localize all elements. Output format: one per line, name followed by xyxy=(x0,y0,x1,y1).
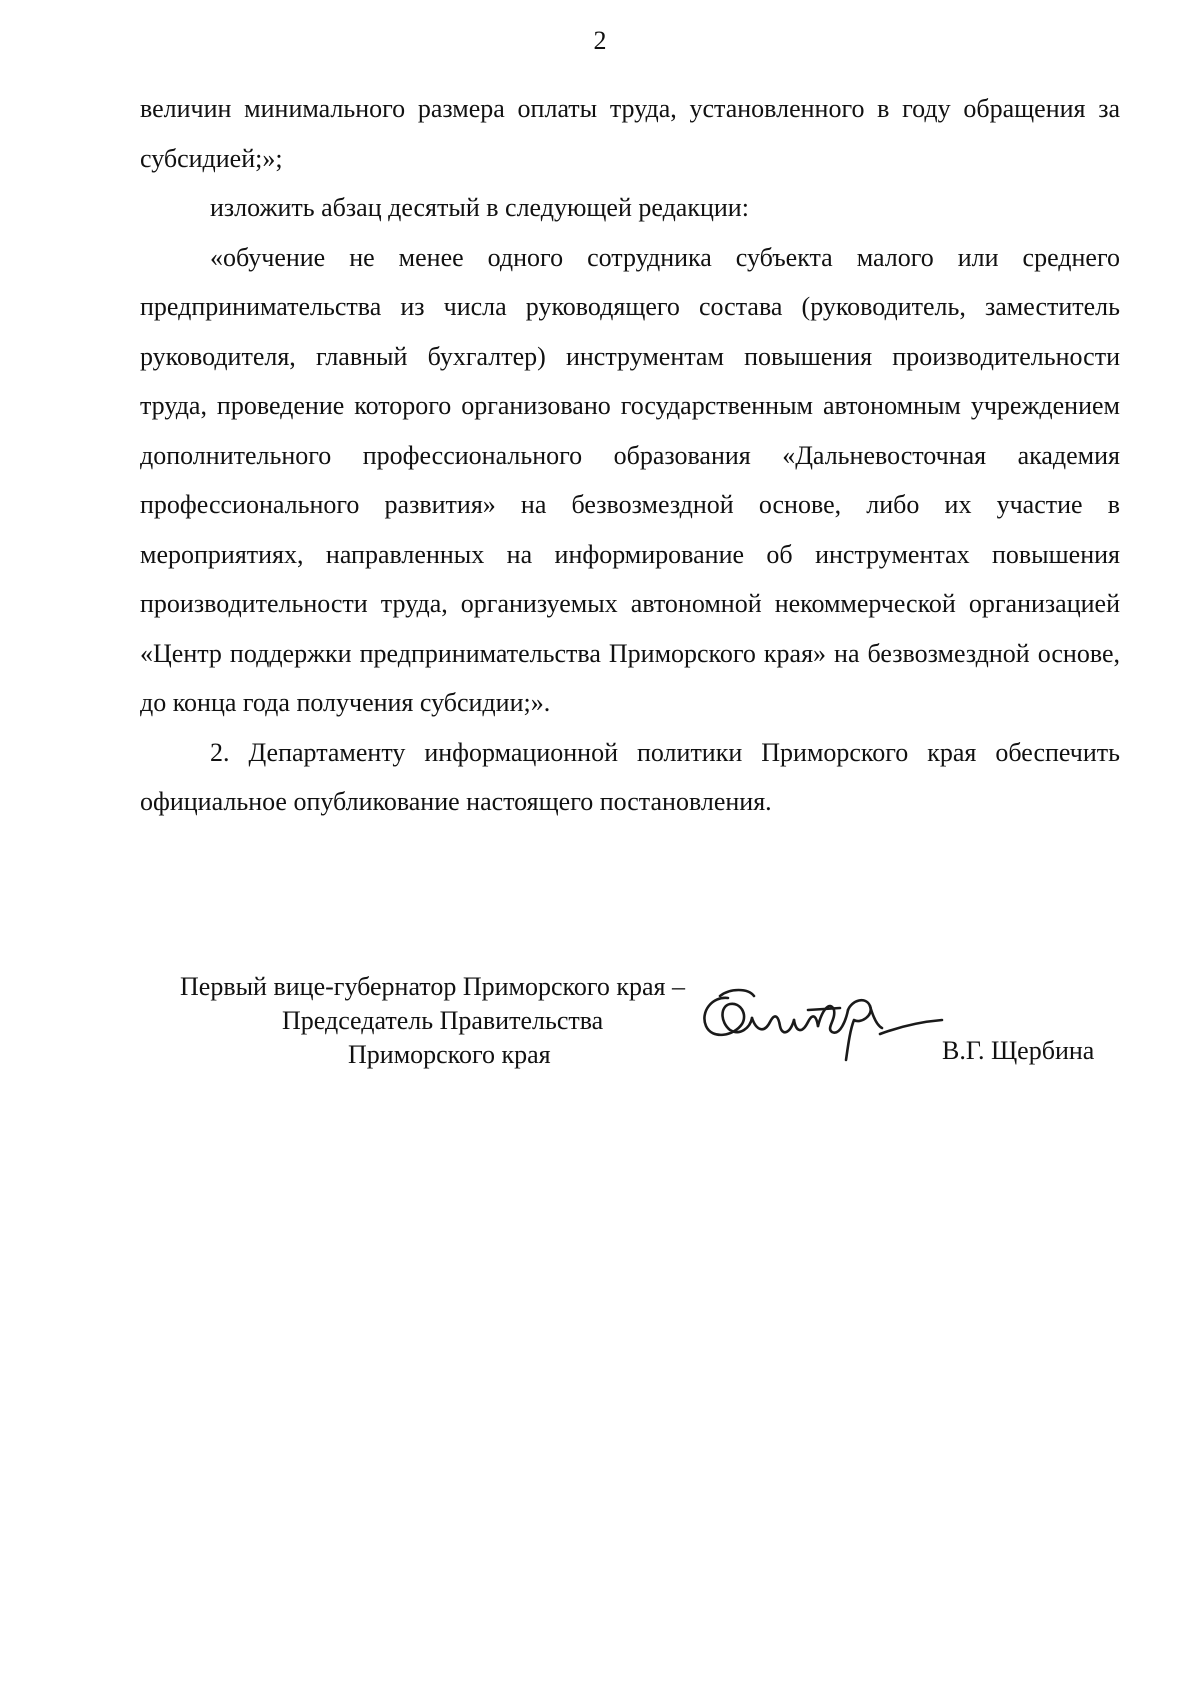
signer-title xyxy=(180,970,740,1072)
paragraph-instruction: изложить абзац десятый в следующей редакции: xyxy=(210,193,749,222)
signer-title-line: Председатель Правительства xyxy=(282,1006,604,1035)
paragraph-continuation: величин минимального размера оплаты труда, установленного в году обращения за субсидией;»; xyxy=(140,94,1120,173)
paragraph-item-2: 2. Департаменту информационной политики Приморского края обеспечить официальное опубликование настоящего постановления. xyxy=(140,737,1120,816)
page-number: 2 xyxy=(593,26,607,55)
signature-block xyxy=(0,970,1200,1090)
signer-title-line: Приморского края xyxy=(348,1040,551,1069)
signer-title-line: Первый вице-губернатор Приморского края – xyxy=(180,972,685,1001)
document-body xyxy=(140,84,1120,827)
signer-name: В.Г. Щербина xyxy=(942,1036,1095,1065)
handwritten-signature xyxy=(690,970,960,1070)
paragraph-amendment: «обучение не менее одного сотрудника субъекта малого или среднего предпринимательства из числа руководящего состава (руководитель, заместитель руководителя, главный бухгалтер) инструментам повышения производительности труда, проведение которого организовано государственным автономным учреждением дополнительного профессионального образования «Дальневосточная академия профессионального развития» на безвозмездной основе, либо их участие в мероприятиях, направленных на информирование об инструментах повышения производительности труда, организуемых автономной некоммерческой организацией «Центр поддержки предпринимательства Приморского края» на безвозмездной основе, до конца года получения субсидии;». xyxy=(140,242,1120,717)
